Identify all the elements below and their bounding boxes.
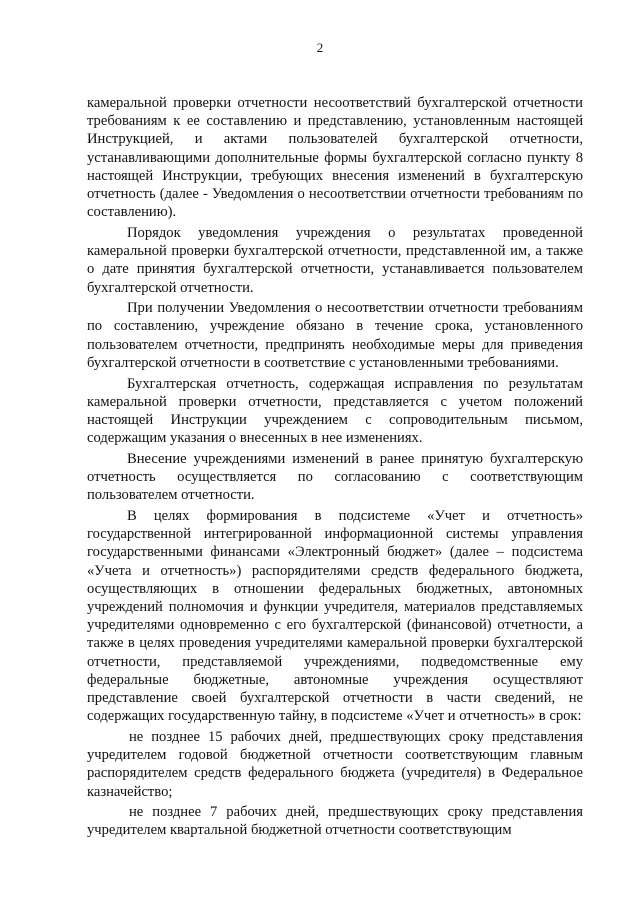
paragraph-quarterly-deadline: не позднее 7 рабочих дней, предшествующих сроку представления учредителем квартальной бюджетной отчетности соответствующим: [87, 804, 583, 839]
paragraph-camera-check-continuation: камеральной проверки отчетности несоответствий бухгалтерской отчетности требованиям к ее составлению и представлению, установленным настоящей Инструкцией, и актами пользователей бухгалтерской отчетности, устанавливающими дополнительные формы бухгалтерской согласно пункту 8 настоящей Инструкции, требующих внесения изменений в бухгалтерскую отчетность (далее - Уведомления о несоответствии отчетности требованиям по составлению).: [87, 95, 583, 221]
paragraph-corrected-reporting: Бухгалтерская отчетность, содержащая исправления по результатам камеральной проверки отчетности, представляется с учетом положений настоящей Инструкции учреждением с сопроводительным письмом, содержащим указания о внесенных в нее изменениях.: [87, 375, 583, 447]
page-number: 2: [316, 40, 324, 55]
paragraph-electronic-budget: В целях формирования в подсистеме «Учет и отчетность» государственной интегрированной информационной системы управления государственными финансами «Электронный бюджет» (далее – подсистема «Учета и отчетность») распорядителями средств федерального бюджета, осуществляющих в отношении федеральных бюджетных, автономных учреждений полномочия и функции учредителя, материалов представляемых учредителями одновременно с его бухгалтерской (финансовой) отчетности, а также в целях проведения учредителями камеральной проверки бухгалтерской отчетности, представляемой учреждениями, подведомственные ему федеральные бюджетные, автономные учреждения осуществляют представление своей бухгалтерской отчетности в части сведений, не содержащих государственную тайну, в подсистеме «Учет и отчетность» в срок:: [87, 507, 583, 725]
paragraph-notification-receipt: При получении Уведомления о несоответствии отчетности требованиям по составлению, учреждение обязано в течение срока, установленного пользователем отчетности, предпринять необходимые меры для приведения бухгалтерской отчетности в соответствие с установленными требованиями.: [87, 300, 583, 371]
paragraph-annual-deadline: не позднее 15 рабочих дней, предшествующих сроку представления учредителем годовой бюджетной отчетности соответствующим главным распорядителем средств федерального бюджета (учредителя) в Федеральное казначейство;: [87, 728, 583, 800]
document-body: [87, 94, 583, 840]
paragraph-changes-agreement: Внесение учреждениями изменений в ранее принятую бухгалтерскую отчетность осуществляется по согласованию с соответствующим пользователем отчетности.: [87, 450, 583, 504]
paragraph-notification-procedure: Порядок уведомления учреждения о результатах проведенной камеральной проверки бухгалтерской отчетности, представленной им, а также о дате принятия бухгалтерской отчетности, устанавливается пользователем бухгалтерской отчетности.: [87, 224, 583, 296]
